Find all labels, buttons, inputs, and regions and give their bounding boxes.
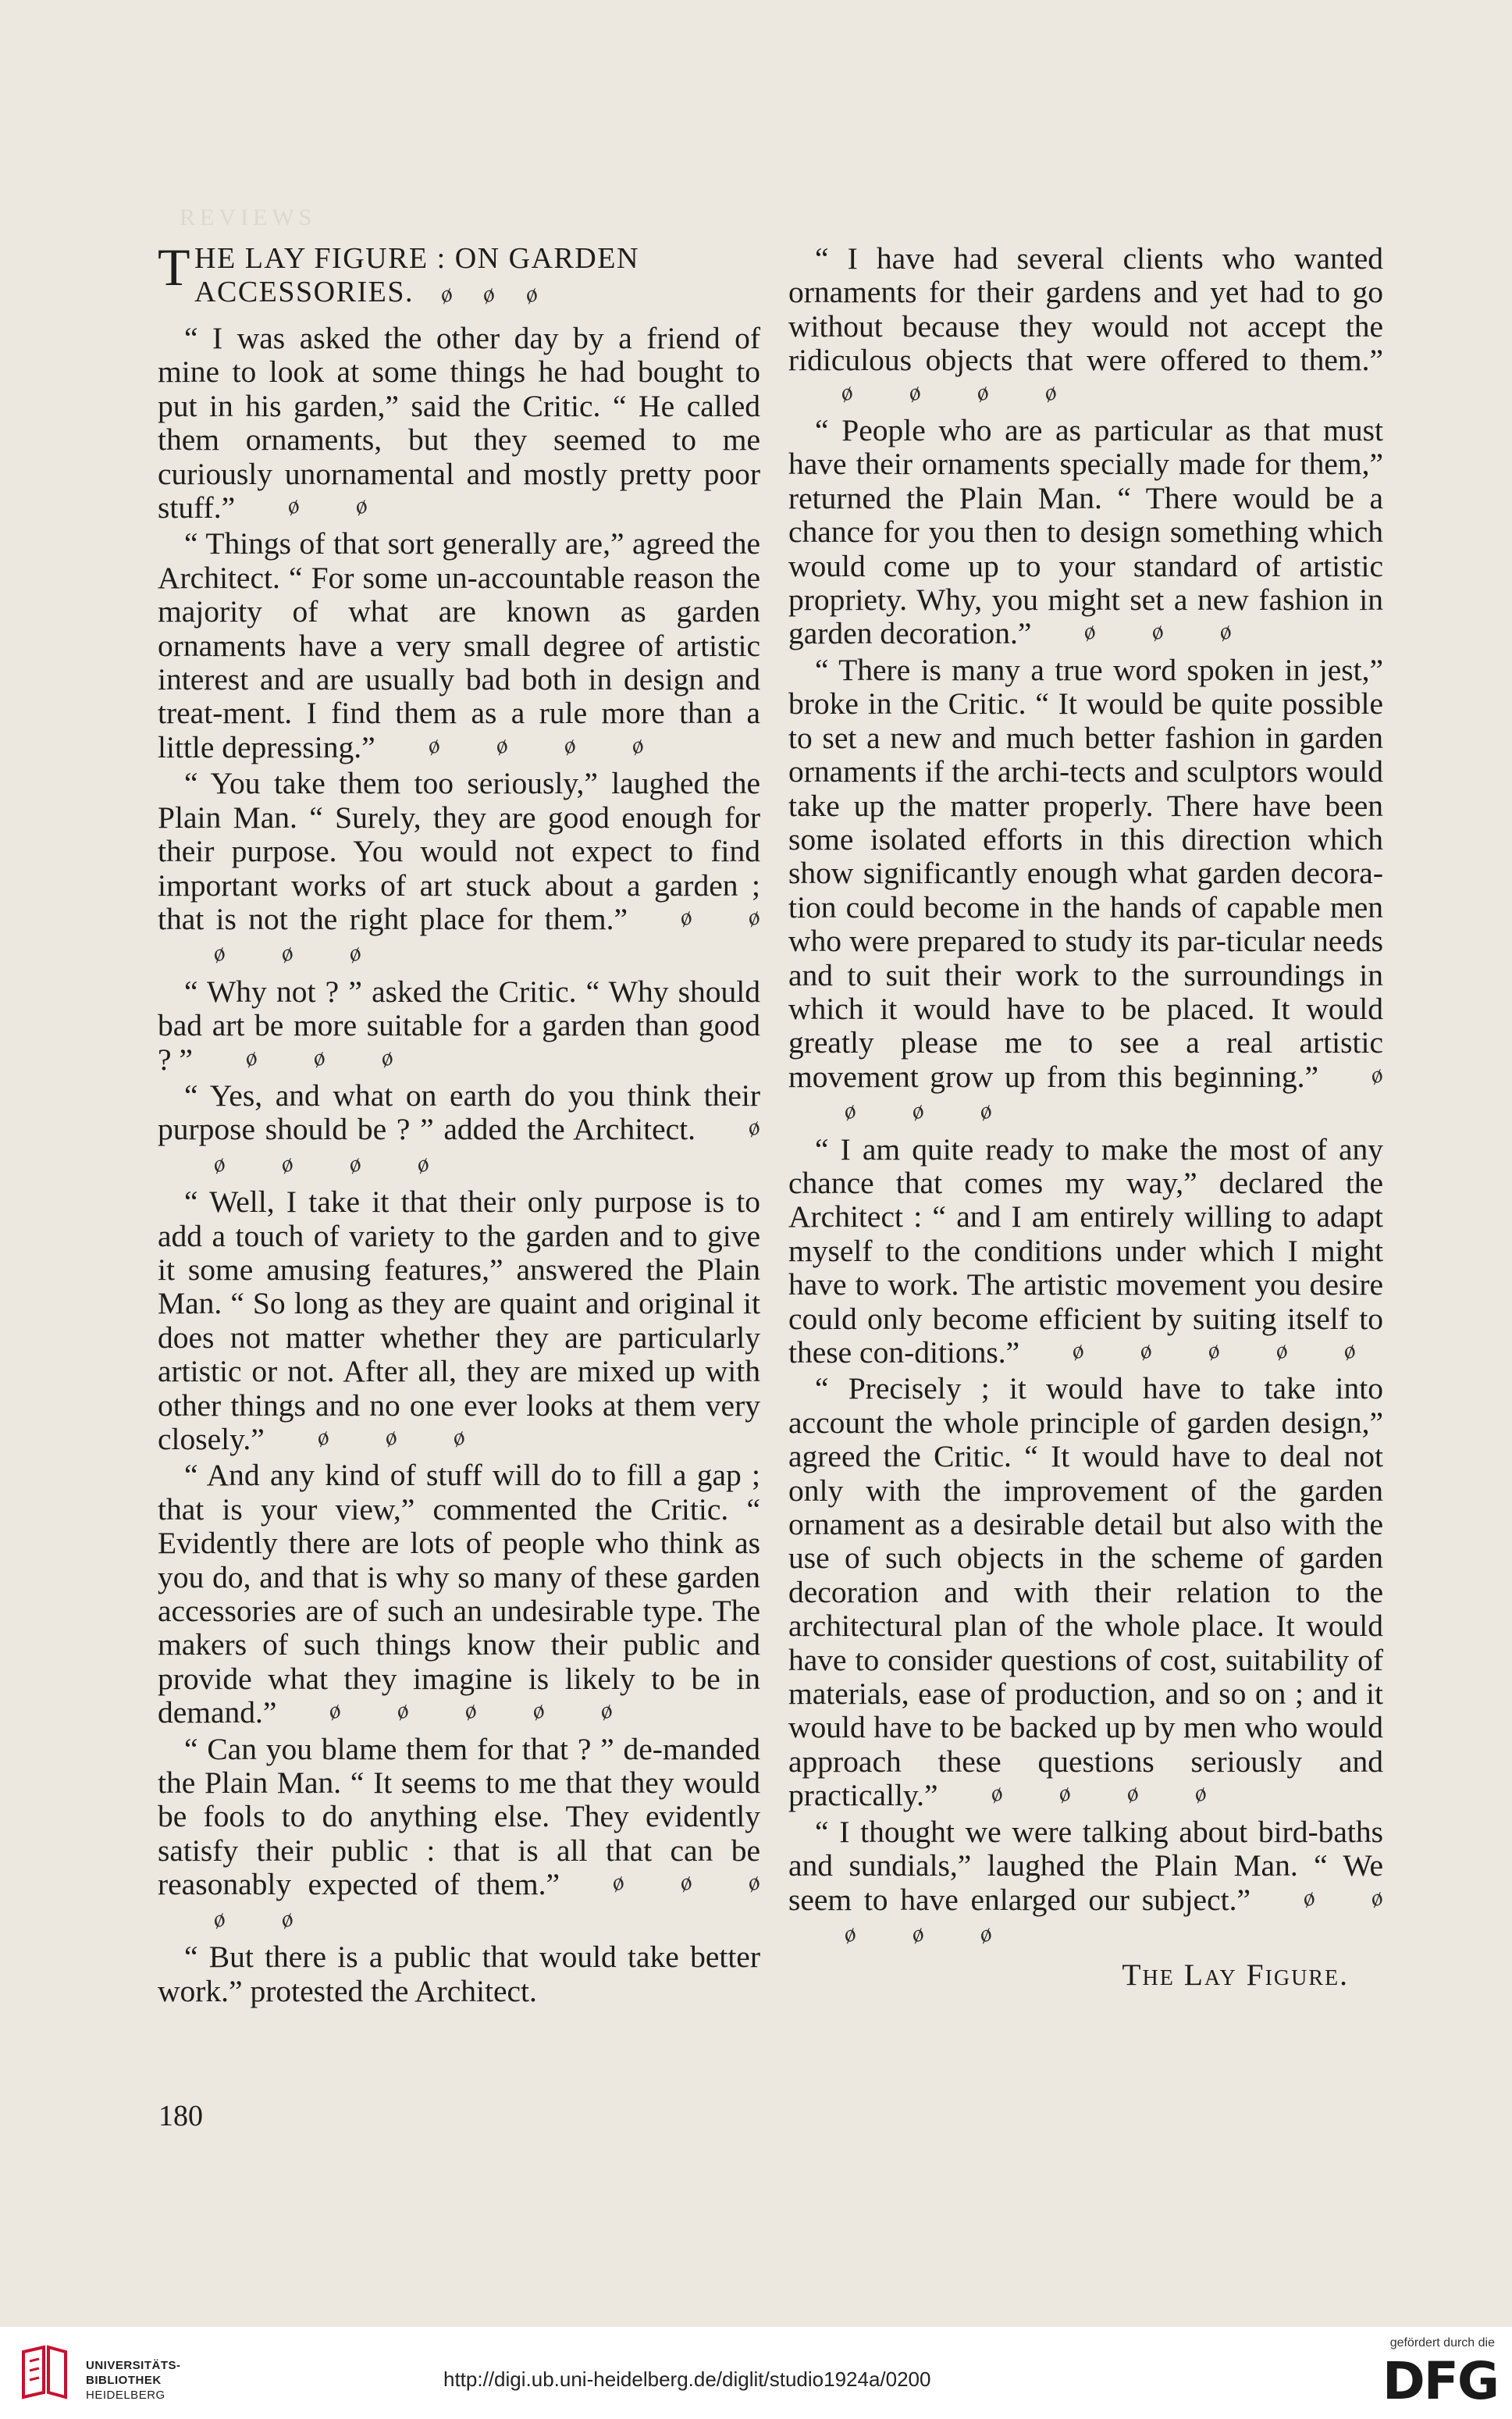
article-title xyxy=(158,237,760,311)
footer-bar xyxy=(0,2327,1512,2419)
leaf-ornament-icon: ø xyxy=(308,1043,329,1072)
leaf-ornament-icon: ø xyxy=(1215,618,1236,647)
paragraph: “ Well, I take it that their only purpose is to add a touch of variety to the garden and to give it some amusing features,” answered the Plain Man. “ So long as they are quaint and original it does not matter whether they are particularly artistic or not. After all, they are mixed up with other things and no one ever looks at them very closely.” ø ø ø xyxy=(158,1185,760,1459)
leaf-ornament-icon: ø xyxy=(276,1904,297,1933)
page-number: 180 xyxy=(158,2100,203,2132)
leaf-ornament-icon: ø xyxy=(975,1096,996,1125)
library-name-line: BIBLIOTHEK xyxy=(86,2374,162,2387)
leaf-ornament-icon: ø xyxy=(743,1868,764,1897)
leaf-ornament-icon: ø xyxy=(412,1149,433,1178)
library-name-line: HEIDELBERG xyxy=(86,2389,165,2402)
leaf-ornament-icon: ø xyxy=(344,939,365,968)
leaf-ornament-icon: ø xyxy=(521,280,543,308)
leaf-ornament-icon: ø xyxy=(208,1149,229,1178)
title-line-2: ACCESSORIES. xyxy=(194,276,414,308)
paragraph: “ I was asked the other day by a friend of mine to look at some things he had bought to put in his garden,” said the Critic. “ He called them ornaments, but they seemed to me curiously unornamental and mostly pretty poor stuff.” ø ø xyxy=(158,322,760,527)
leaf-ornament-icon: ø xyxy=(836,378,857,407)
leaf-ornament-icon: ø xyxy=(240,1043,261,1072)
leaf-ornament-icon: ø xyxy=(1040,378,1061,407)
paragraph: “ And any kind of stuff will do to fill a gap ; that is your view,” commented the Critic. “ Evidently there are lots of people who think as you do, and that is why so many of these garden accessories are of such an undesirable type. The makers of such things know their public and provide what they imagine is likely to be in demand.” ø ø ø ø ø xyxy=(158,1459,760,1732)
leaf-ornament-icon: ø xyxy=(1298,1883,1319,1912)
leaf-ornament-icon: ø xyxy=(1203,1336,1224,1365)
leaf-ornament-icon: ø xyxy=(1339,1336,1360,1365)
leaf-ornament-icon: ø xyxy=(448,1423,468,1452)
leaf-ornament-icon: ø xyxy=(1135,1336,1156,1365)
leaf-ornament-icon: ø xyxy=(1271,1336,1292,1365)
leaf-ornament-icon: ø xyxy=(276,1149,297,1178)
title-initial: T xyxy=(158,237,192,297)
source-url-link[interactable]: http://digi.ub.uni-heidelberg.de/diglit/studio1924a/0200 xyxy=(443,2367,931,2391)
leaf-ornament-icon: ø xyxy=(907,1919,928,1948)
leaf-ornament-icon: ø xyxy=(1067,1336,1088,1365)
paragraph: “ I thought we were talking about bird-baths and sundials,” laughed the Plain Man. “ We seem to have enlarged our subject.” ø øø ø ø xyxy=(788,1815,1383,1956)
leaf-ornament-icon: ø xyxy=(743,1113,764,1142)
library-name-line: UNIVERSITÄTS- xyxy=(86,2359,181,2372)
right-column xyxy=(788,241,1387,1993)
leaf-ornament-icon: ø xyxy=(904,378,925,407)
paragraph: “ Can you blame them for that ? ” de-manded the Plain Man. “ It seems to me that they would be fools to do anything else. They evidently satisfy their public : that is all that can be reasonably expected of them.” ø ø øø ø xyxy=(158,1733,760,1940)
leaf-ornament-icon: ø xyxy=(1080,618,1100,647)
leaf-ornament-icon: ø xyxy=(283,491,304,520)
leaf-ornament-icon: ø xyxy=(559,731,579,760)
leaf-ornament-icon: ø xyxy=(380,1423,400,1452)
paragraph: “ But there is a public that would take better work.” protested the Architect. xyxy=(158,1940,760,2008)
library-logo-icon xyxy=(17,2344,72,2402)
leaf-ornament-icon: ø xyxy=(491,731,511,760)
leaf-ornament-icon: ø xyxy=(1366,1883,1387,1912)
leaf-ornament-icon: ø xyxy=(393,1696,413,1726)
leaf-ornament-icon: ø xyxy=(972,378,993,407)
leaf-ornament-icon: ø xyxy=(276,939,297,968)
paragraph: “ I am quite ready to make the most of any chance that comes my way,” declared the Architect : “ and I am entirely willing to adapt myself to the conditions under which I might have to work. The artistic movement you desire could only become efficient by suiting itself to these con-ditions.” ø ø ø ø ø xyxy=(788,1133,1383,1373)
leaf-ornament-icon: ø xyxy=(376,1043,397,1072)
dfg-logo: DFG xyxy=(1382,2351,1498,2411)
leaf-ornament-icon: ø xyxy=(627,731,647,760)
paragraph: “ I have had several clients who wanted ornaments for their gardens and yet had to go without because they would not accept the ridiculous objects that were offered to them.”ø ø ø ø xyxy=(788,242,1383,414)
leaf-ornament-icon: ø xyxy=(528,1696,549,1726)
leaf-ornament-icon: ø xyxy=(986,1779,1006,1808)
paragraph: “ Precisely ; it would have to take into account the whole principle of garden design,” agreed the Critic. “ It would have to deal not only with the improvement of the garden ornament as a desirable detail but also with the use of such objects in the scheme of garden decoration and with their relation to the architectural plan of the whole place. It would have to consider questions of cost, suitability of materials, ease of production, and so on ; and it would have to be backed up by men who would approach these questions seriously and practically.” ø ø ø ø xyxy=(788,1372,1383,1815)
leaf-ornament-icon: ø xyxy=(312,1423,333,1452)
leaf-ornament-icon: ø xyxy=(596,1696,617,1726)
title-line-1: HE LAY FIGURE : ON GARDEN xyxy=(194,242,639,275)
left-column xyxy=(158,237,764,2008)
funded-by-label: gefördert durch die xyxy=(1389,2336,1495,2350)
leaf-ornament-icon: ø xyxy=(479,280,500,308)
leaf-ornament-icon: ø xyxy=(675,1868,696,1897)
leaf-ornament-icon: ø xyxy=(1122,1779,1142,1808)
leaf-ornament-icon: ø xyxy=(436,280,457,308)
leaf-ornament-icon: ø xyxy=(208,1904,229,1933)
signature: The Lay Figure. xyxy=(1122,1958,1349,1993)
leaf-ornament-icon: ø xyxy=(839,1096,860,1125)
leaf-ornament-icon: ø xyxy=(743,903,764,932)
leaf-ornament-icon: ø xyxy=(1366,1060,1387,1089)
paragraph: “ Why not ? ” asked the Critic. “ Why should bad art be more suitable for a garden than good ? ” ø ø ø xyxy=(158,975,760,1079)
leaf-ornament-icon: ø xyxy=(607,1868,628,1897)
leaf-ornament-icon: ø xyxy=(208,939,229,968)
paragraph: “ People who are as particular as that must have their ornaments specially made for them,” returned the Plain Man. “ There would be a chance for you then to design something which would come up to your standard of artistic propriety. Why, you might set a new fashion in garden decoration.” ø ø ø xyxy=(788,414,1383,654)
leaf-ornament-icon: ø xyxy=(344,1149,365,1178)
leaf-ornament-icon: ø xyxy=(1190,1779,1210,1808)
paragraph: “ Yes, and what on earth do you think their purpose should be ? ” added the Architect. øø ø ø ø xyxy=(158,1079,760,1185)
paragraph: “ Things of that sort generally are,” agreed the Architect. “ For some un-accountable reason the majority of what are known as garden ornaments have a very small degree of artistic interest and are usually bad both in design and treat-ment. I find them as a rule more than a little depressing.” ø ø ø ø xyxy=(158,527,760,767)
leaf-ornament-icon: ø xyxy=(975,1919,996,1948)
leaf-ornament-icon: ø xyxy=(1147,618,1168,647)
ghost-header: REVIEWS xyxy=(180,205,317,230)
paragraph: “ There is many a true word spoken in jest,” broke in the Critic. “ It would be quite possible to set a new and much better fashion in garden ornaments if the archi-tects and sculptors would take up the matter properly. There have been some isolated efforts in this direction which show significantly enough what garden decora-tion could become in the hands of capable men who were prepared to study its par-ticular needs and to suit their work to the surroundings in which it would have to be placed. It would greatly please me to see a real artistic movement grow up from this beginning.” øø ø ø xyxy=(788,654,1383,1133)
leaf-ornament-icon: ø xyxy=(350,491,372,520)
leaf-ornament-icon: ø xyxy=(423,731,443,760)
library-name xyxy=(86,2358,181,2403)
leaf-ornament-icon: ø xyxy=(461,1696,481,1726)
leaf-ornament-icon: ø xyxy=(1054,1779,1074,1808)
leaf-ornament-icon: ø xyxy=(907,1096,928,1125)
leaf-ornament-icon: ø xyxy=(675,903,696,932)
leaf-ornament-icon: ø xyxy=(839,1919,860,1948)
leaf-ornament-icon: ø xyxy=(325,1696,345,1726)
paragraph: “ You take them too seriously,” laughed the Plain Man. “ Surely, they are good enough for their purpose. You would not expect to find important works of art stuck about a garden ; that is not the right place for them.” ø øø ø ø xyxy=(158,767,760,974)
